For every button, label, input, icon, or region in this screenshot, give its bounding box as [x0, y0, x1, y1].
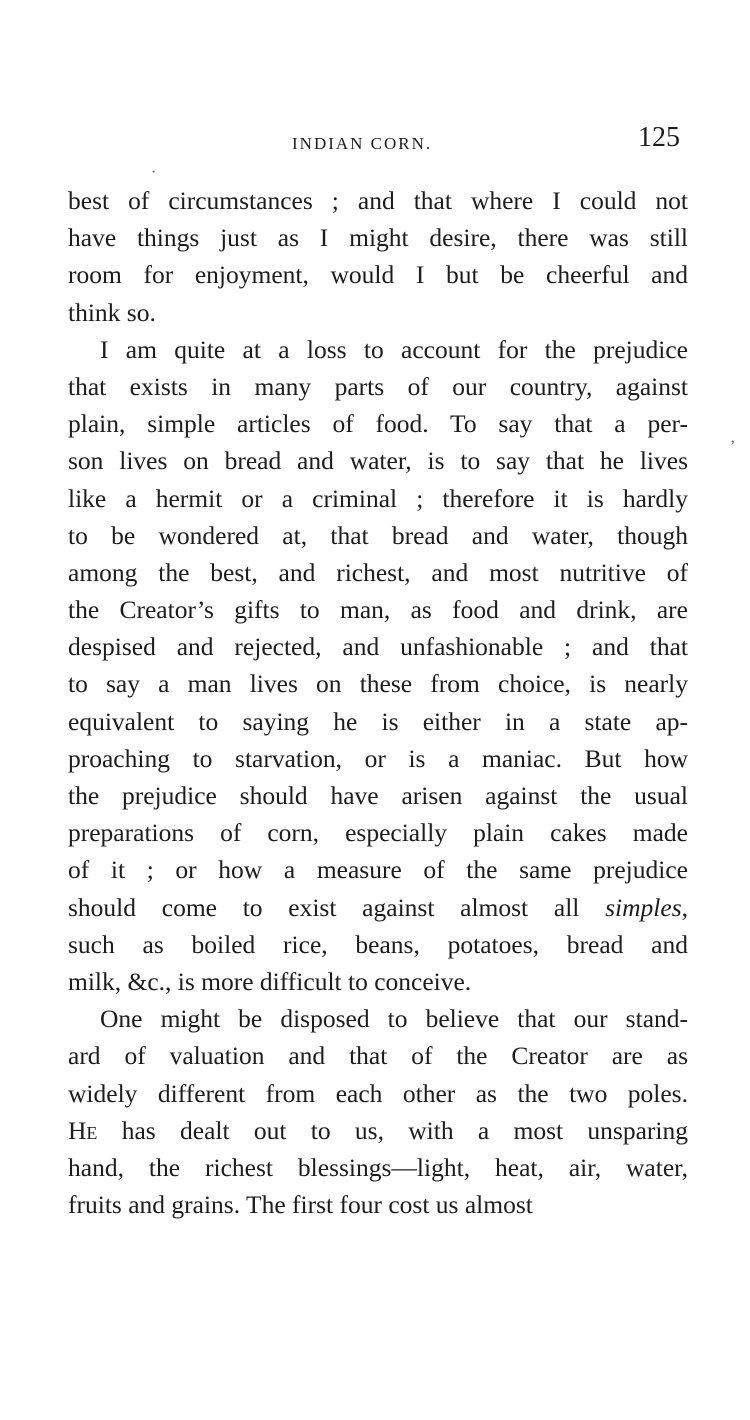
text-line: the Creator’s gifts to man, as food and drink, are — [68, 595, 688, 625]
text-line: proaching to starvation, or is a maniac. But how — [68, 743, 688, 773]
text-line: despised and rejected, and unfashionable ; and that — [68, 632, 688, 662]
margin-tick-mark: ʼ — [730, 438, 736, 455]
text-line: the prejudice should have arisen against the usual — [68, 781, 688, 810]
text-line: should come to exist against almost all simples, — [68, 892, 688, 922]
text-line: like a hermit or a criminal ; therefore it is hardly — [68, 483, 688, 513]
running-head-title: INDIAN CORN. — [292, 134, 433, 153]
text-line: ard of valuation and that of the Creator are as — [68, 1041, 688, 1071]
text-line: son lives on bread and water, is to say that he lives — [68, 446, 688, 476]
text-line: to say a man lives on these from choice, is nearly — [68, 669, 688, 699]
text-line: of it ; or how a measure of the same prejudice — [68, 855, 688, 885]
text-line: that exists in many parts of our country, against — [68, 371, 688, 401]
paragraph — [68, 182, 688, 331]
italic-word: simples — [605, 892, 682, 922]
text-line: One might be disposed to believe that our stand- — [100, 1004, 688, 1034]
small-caps-word: He — [68, 1115, 98, 1145]
text-line: best of circumstances ; and that where I could not — [68, 186, 688, 215]
text-line: think so. — [68, 297, 156, 327]
paragraph — [68, 1000, 688, 1223]
text-line: He has dealt out to us, with a most unsparing — [68, 1115, 688, 1145]
text-line: preparations of corn, especially plain cakes made — [68, 818, 688, 848]
text-line: fruits and grains. The first four cost us almost — [68, 1190, 533, 1220]
paragraph — [68, 331, 688, 1000]
text-line: room for enjoyment, would I but be cheerful and — [68, 260, 688, 290]
text-line: widely different from each other as the two poles. — [68, 1078, 688, 1108]
page-number: 125 — [638, 122, 680, 153]
text-line: have things just as I might desire, there was still — [68, 223, 688, 253]
text-line: plain, simple articles of food. To say that a per- — [68, 409, 688, 439]
text-line: among the best, and richest, and most nutritive of — [68, 557, 688, 587]
body-text — [68, 182, 688, 1223]
text-line: equivalent to saying he is either in a state ap- — [68, 706, 688, 736]
running-head — [0, 120, 750, 160]
text-line: hand, the richest blessings—light, heat, air, water, — [68, 1152, 688, 1182]
text-line: such as boiled rice, beans, potatoes, bread and — [68, 929, 688, 959]
text-line: to be wondered at, that bread and water, though — [68, 520, 688, 550]
text-line: milk, &c., is more difficult to conceive. — [68, 966, 472, 996]
print-speck-mark: · — [151, 164, 157, 181]
text-line: I am quite at a loss to account for the prejudice — [100, 334, 688, 364]
